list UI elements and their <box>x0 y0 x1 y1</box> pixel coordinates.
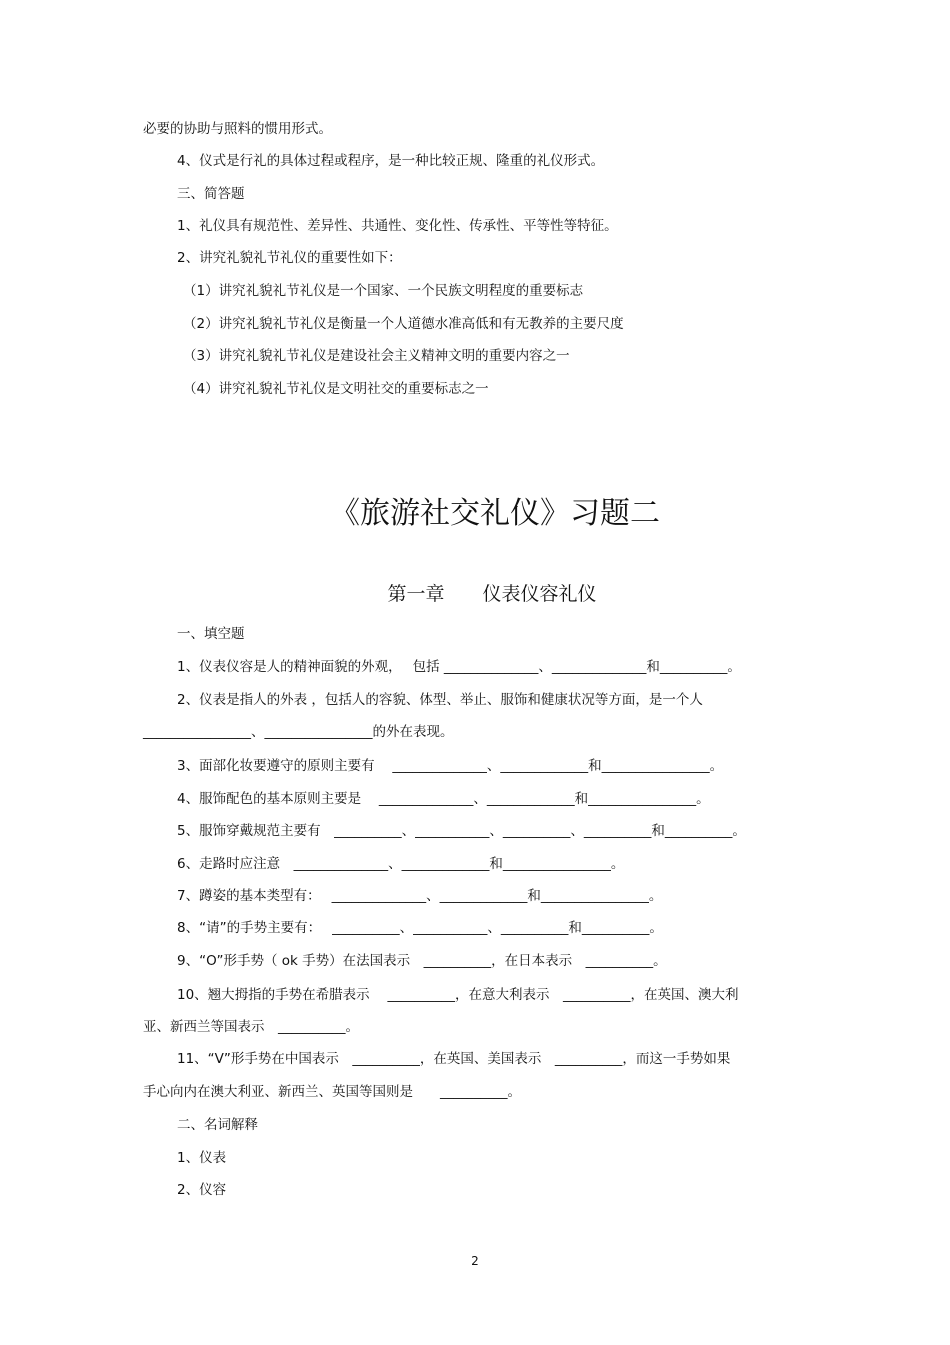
fill-question-7: 7、蹲姿的基本类型有： ______________、_____________和________________。 <box>177 888 663 904</box>
answer-1: 1、礼仪具有规范性、差异性、共通性、变化性、传承性、平等性等特征。 <box>177 218 618 234</box>
answer-point-4: （4）讲究礼貌礼节礼仪是文明社交的重要标志之一 <box>183 381 489 397</box>
answer-2: 2、讲究礼貌礼节礼仪的重要性如下： <box>177 250 402 266</box>
fill-question-11: 11、“V”形手势在中国表示 __________，在英国、美国表示 __________，而这一手势如果 <box>177 1051 731 1067</box>
chapter-title: 第一章 仪表仪容礼仪 <box>387 583 597 605</box>
answer-point-2: （2）讲究礼貌礼节礼仪是衡量一个人道德水准高低和有无教养的主要尺度 <box>183 316 624 332</box>
fill-question-6: 6、走路时应注意 ______________、_____________和________________。 <box>177 856 625 872</box>
fill-question-2-continued: ________________、________________的外在表现。 <box>143 724 454 740</box>
page-number: 2 <box>471 1254 479 1268</box>
fill-question-11-continued: 手心向内在澳大利亚、新西兰、英国等国则是 __________。 <box>143 1084 521 1100</box>
fill-question-1: 1、仪表仪容是人的精神面貌的外观， 包括 ______________、______________和__________。 <box>177 659 741 675</box>
intro-line-1: 必要的协助与照料的惯用形式。 <box>143 121 332 137</box>
fill-question-10-continued: 亚、新西兰等国表示 __________。 <box>143 1019 359 1035</box>
fill-question-3: 3、面部化妆要遵守的原则主要有 ______________、_____________和________________。 <box>177 758 724 774</box>
term-2: 2、仪容 <box>177 1182 227 1198</box>
fill-question-9: 9、“O”形手势（ ok 手势）在法国表示 __________，在日本表示 __________。 <box>177 953 667 969</box>
document-title: 《旅游社交礼仪》习题二 <box>330 496 660 531</box>
fill-question-10: 10、翘大拇指的手势在希腊表示 __________，在意大利表示 __________，在英国、澳大利 <box>177 987 739 1003</box>
answer-point-3: （3）讲究礼貌礼节礼仪是建设社会主义精神文明的重要内容之一 <box>183 348 570 364</box>
fill-question-8: 8、“请”的手势主要有： __________、___________、__________和__________。 <box>177 920 663 936</box>
fill-question-5: 5、服饰穿戴规范主要有 __________、___________、__________、__________和__________。 <box>177 823 746 839</box>
fill-question-2: 2、仪表是指人的外表 ，包括人的容貌、体型、举止、服饰和健康状况等方面，是一个人 <box>177 692 703 708</box>
fill-in-heading: 一、填空题 <box>177 626 245 642</box>
term-1: 1、仪表 <box>177 1150 227 1166</box>
answer-point-1: （1）讲究礼貌礼节礼仪是一个国家、一个民族文明程度的重要标志 <box>183 283 584 299</box>
intro-line-2: 4、仪式是行礼的具体过程或程序，是一种比较正规、隆重的礼仪形式。 <box>177 153 605 169</box>
fill-question-4: 4、服饰配色的基本原则主要是 ______________、_____________和________________。 <box>177 791 710 807</box>
section-heading-short-answer: 三、简答题 <box>177 186 245 202</box>
term-definition-heading: 二、名词解释 <box>177 1117 258 1133</box>
